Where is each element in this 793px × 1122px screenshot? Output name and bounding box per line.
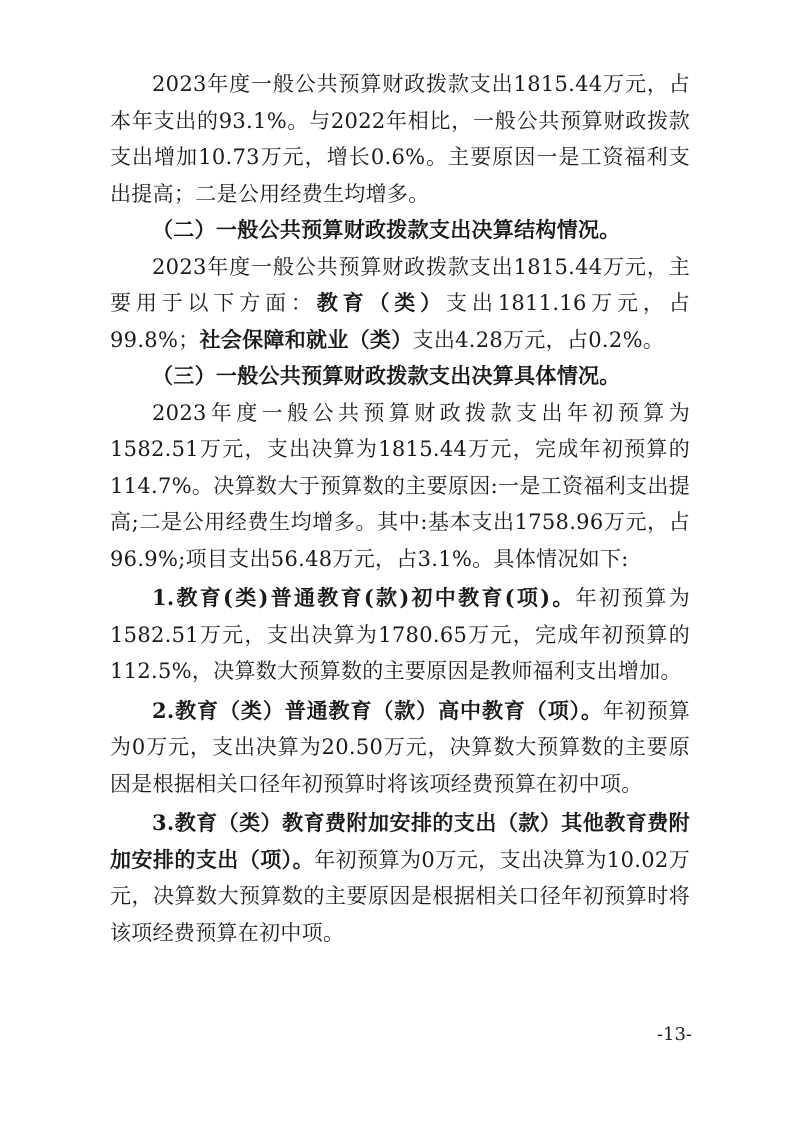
item-junior-high xyxy=(110,580,690,690)
structure-category-social-security: 社会保障和就业（类） xyxy=(199,326,413,352)
item-other-education-surcharge-title: 3.教育（类）教育费附加安排的支出（款）其他教育费附加安排的支出（项）。 xyxy=(110,810,690,872)
page-number: -13- xyxy=(656,1024,692,1045)
section-heading-structure: （二）一般公共预算财政拨款支出决算结构情况。 xyxy=(152,217,621,242)
paragraph-structure xyxy=(110,249,690,359)
item-junior-high-text: 年初预算为1582.51万元，支出决算为1780.65万元，完成年初预算的112.5%，决算数大预算数的主要原因是教师福利支出增加。 xyxy=(110,586,691,683)
item-senior-high-text: 年初预算为0万元，支出决算为20.50万元，决算数大预算数的主要原因是根据相关口径年初预算时将该项经费预算在初中项。 xyxy=(110,698,690,796)
item-other-education-surcharge xyxy=(110,805,690,951)
item-senior-high xyxy=(110,693,690,803)
structure-text-2: 支出1811.16万元，占99.8%； xyxy=(110,291,691,352)
paragraph-overview: 2023年度一般公共预算财政拨款支出1815.44万元，占本年支出的93.1%。与2022年相比，一般公共预算财政拨款支出增加10.73万元，增长0.6%。主要原因一是工资福利支出提高；二是公用经费生均增多。 xyxy=(110,72,690,206)
section-heading-details: （三）一般公共预算财政拨款支出决算具体情况。 xyxy=(152,363,621,388)
paragraph-details: 2023年度一般公共预算财政拨款支出年初预算为1582.51万元，支出决算为1815.44万元，完成年初预算的114.7%。决算数大于预算数的主要原因:一是工资福利支出提高;二是公用经费生均增多。其中:基本支出1758.96万元，占96.9%;项目支出56.48万元，占3.1%。具体情况如下: xyxy=(110,400,690,571)
document-page xyxy=(110,66,690,951)
structure-text-3: 支出4.28万元，占0.2%。 xyxy=(412,327,665,352)
item-senior-high-title: 2.教育（类）普通教育（款）高中教育（项）。 xyxy=(152,697,603,723)
item-other-education-surcharge-text: 年初预算为0万元，支出决算为10.02万元，决算数大预算数的主要原因是根据相关口径年初预算时将该项经费预算在初中项。 xyxy=(110,847,690,945)
structure-text-1: 2023年度一般公共预算财政拨款支出1815.44万元，主要用于以下方面： xyxy=(110,254,690,315)
structure-category-education: 教育（类） xyxy=(316,290,446,315)
item-junior-high-title: 1.教育(类)普通教育(款)初中教育(项)。 xyxy=(152,585,576,610)
